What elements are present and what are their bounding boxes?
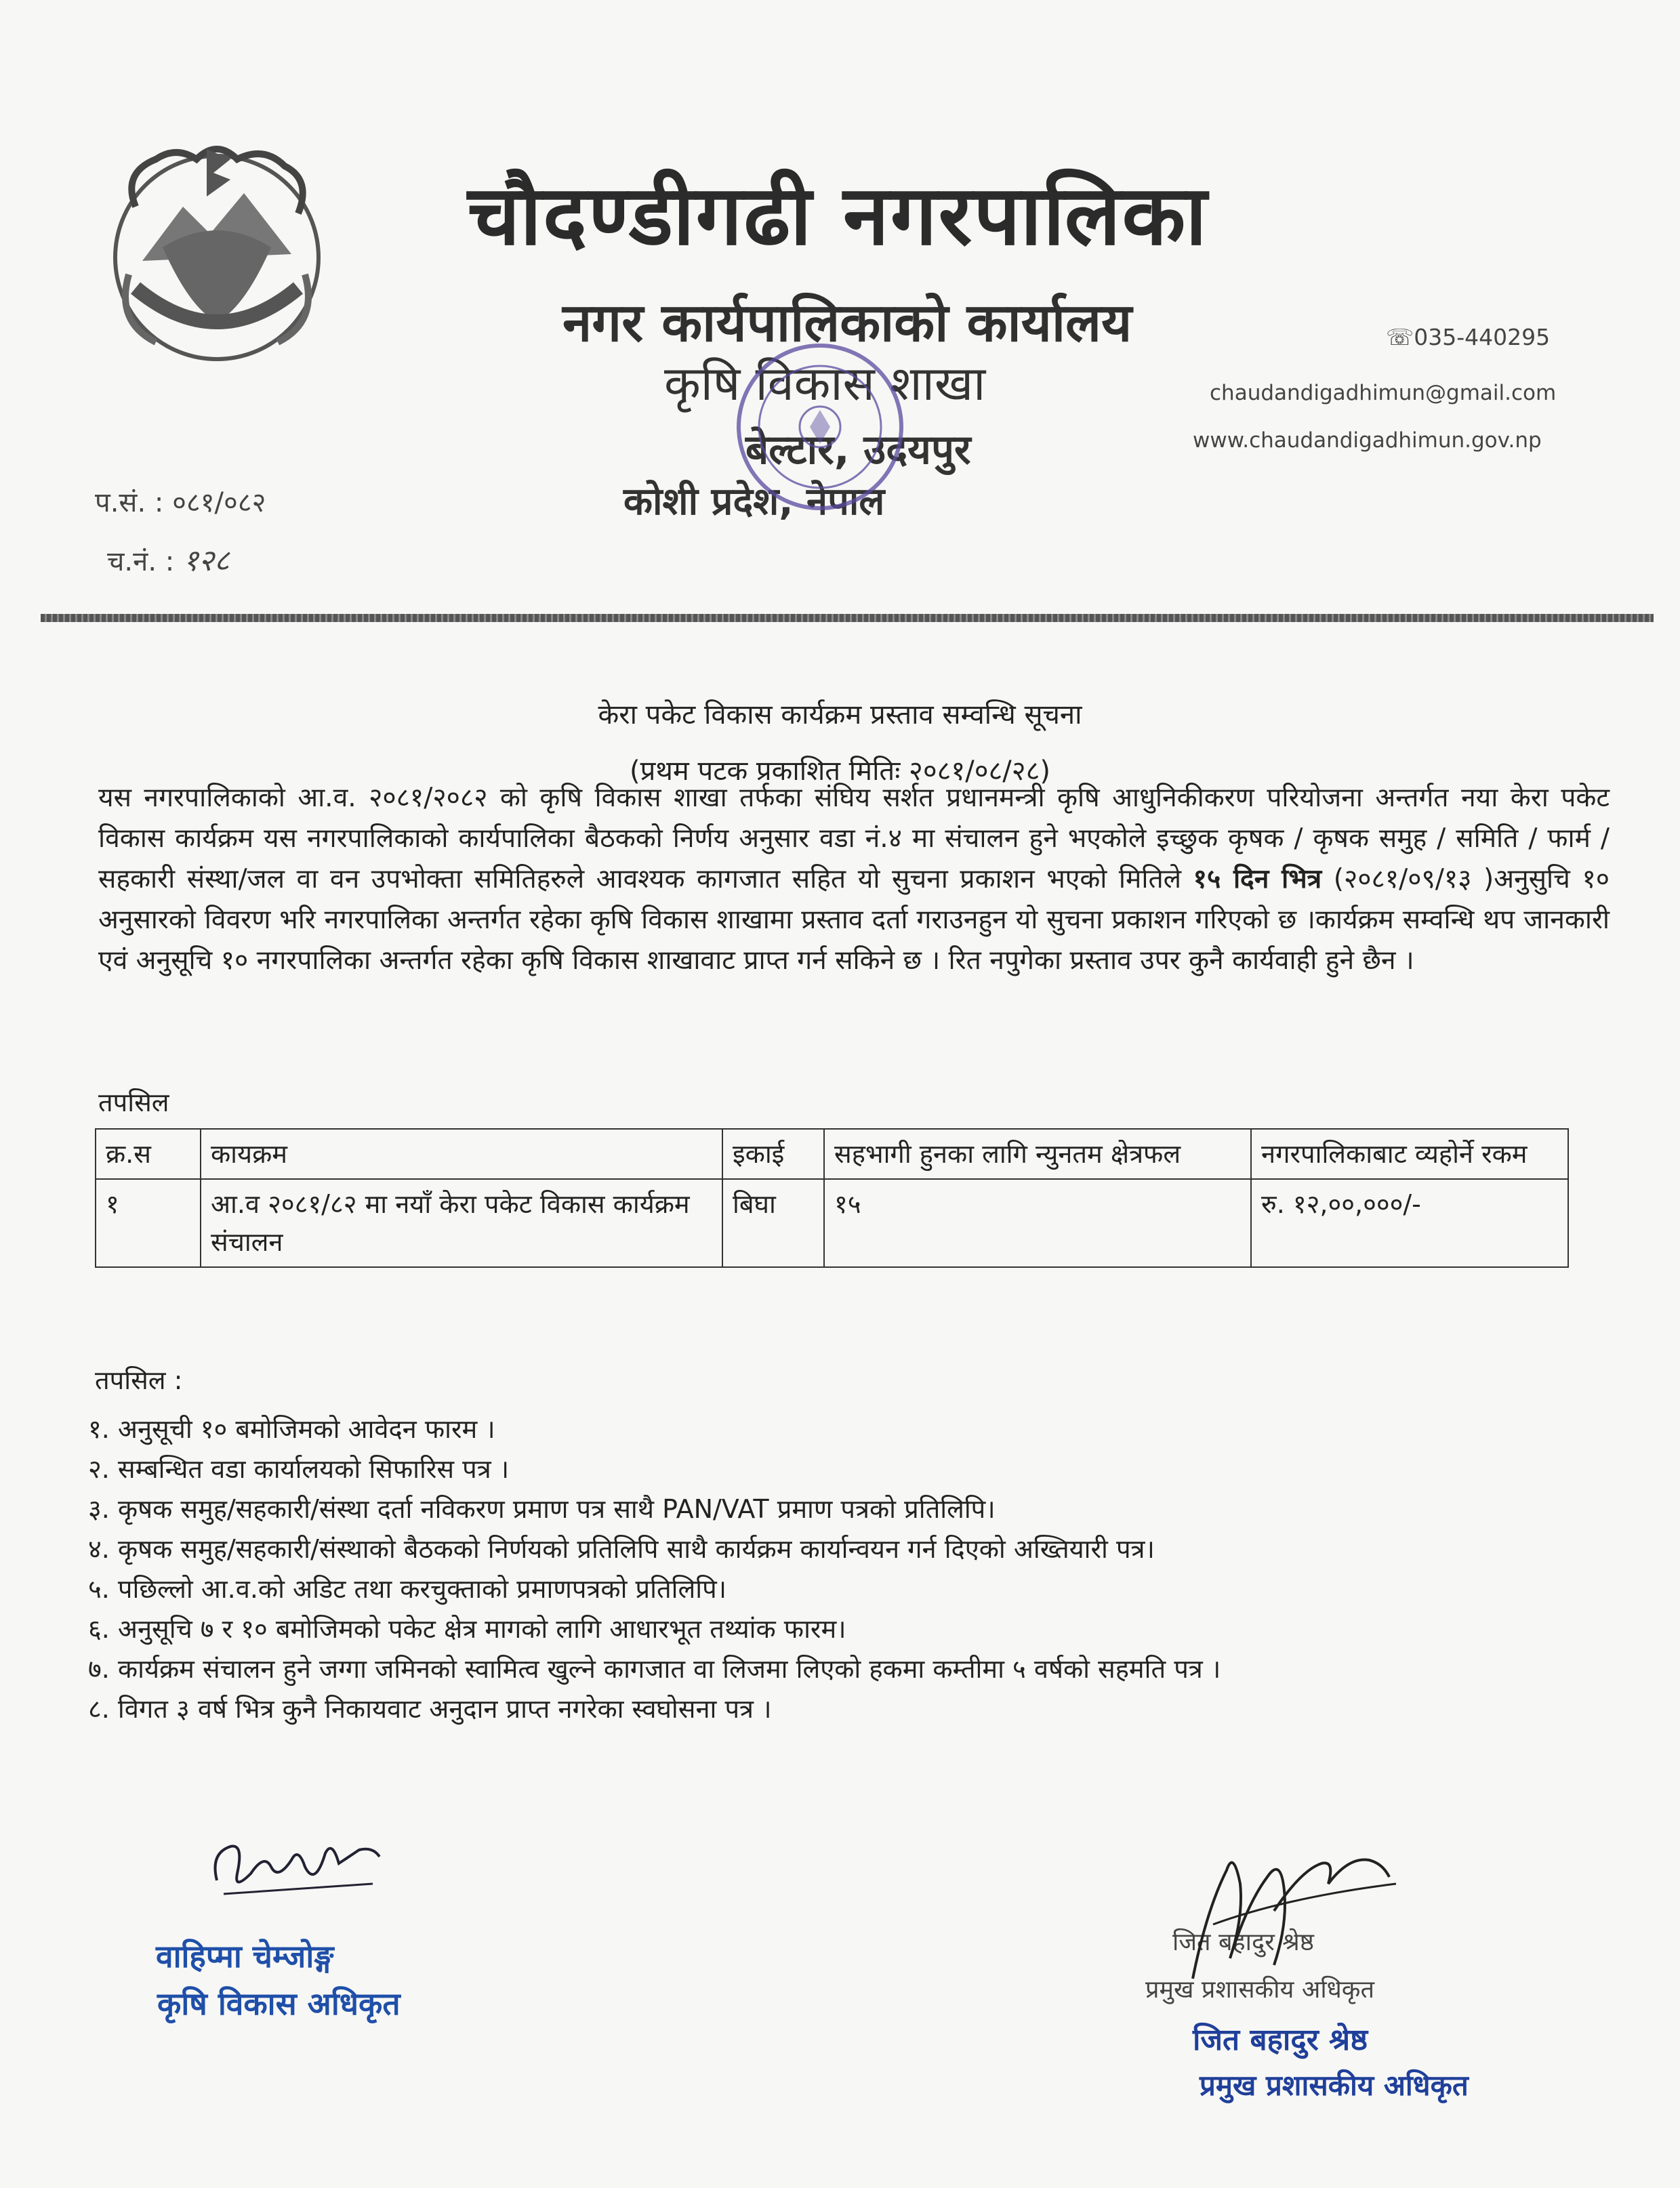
municipality-name: चौदण्डीगढी नगरपालिका [468, 167, 1208, 264]
left-signature-icon [203, 1826, 393, 1907]
right-signatory-title: प्रमुख प्रशासकीय अधिकृत [1200, 2069, 1469, 2102]
cell-sn: १ [96, 1179, 201, 1267]
list-item: ३. कृषक समुह/सहकारी/संस्था दर्ता नविकरण प्रमाण पत्र साथै PAN/VAT प्रमाण पत्रको प्रतिलिपि। [88, 1494, 996, 1524]
cell-min-area: १५ [824, 1179, 1251, 1267]
address-line-1: बेल्टार, उदयपुर [745, 426, 971, 474]
phone-contact [1386, 324, 1550, 350]
cn-value: १२८ [182, 543, 230, 578]
notice-title: केरा पकेट विकास कार्यक्रम प्रस्ताव सम्वन्धि सूचना [598, 699, 1082, 730]
official-seal-icon [718, 325, 922, 529]
email-address: chaudandigadhimun@gmail.com [1210, 381, 1557, 405]
branch-name: कृषि विकास शाखा [664, 356, 986, 411]
reference-number [95, 482, 266, 520]
header-sn: क्र.स [96, 1129, 201, 1179]
notice-body-part2: (२०८१/०९/१३ )अनुसुचि १० अनुसारको विवरण भरि नगरपालिका अन्तर्गत रहेका कृषि विकास शाखामा प्रस्ताव दर्ता गराउनहुन यो सुचना प्रकाशन गरिएको छ ।कार्यक्रम सम्वन्धि थप जानकारी एवं अनुसूचि १० नगरपालिका अन्तर्गत रहेका कृषि विकास शाखावाट प्राप्त गर्न सकिने छ । रित नपुगेका प्रस्ताव उपर कुनै कार्यवाही हुने छैन । [98, 864, 1610, 976]
header-unit: इकाई [722, 1129, 824, 1179]
header-program: कायक्रम [201, 1129, 722, 1179]
table-header-row [96, 1129, 1568, 1179]
attachments-list [88, 1409, 1613, 1729]
publish-date: (प्रथम पटक प्रकाशित मितिः २०८१/०८/२८) [630, 756, 1050, 787]
phone-number: 035-440295 [1414, 324, 1551, 350]
deadline-highlight: १५ दिन भित्र [1193, 864, 1322, 894]
table-caption: तपसिल [98, 1088, 169, 1117]
list-item: ८. विगत ३ वर्ष भित्र कुनै निकायवाट अनुदान प्राप्त नगरेका स्वघोसना पत्र । [88, 1694, 772, 1724]
address-line-2: कोशी प्रदेश, नेपाल [623, 480, 885, 524]
right-signatory-name: जित बहादुर श्रेष्ठ [1193, 2023, 1368, 2057]
phone-icon: ☏ [1386, 324, 1414, 350]
header-divider [41, 614, 1654, 622]
cn-label: च.नं. : [107, 546, 175, 577]
list-item: ४. कृषक समुह/सहकारी/संस्थाको बैठकको निर्णयको प्रतिलिपि साथै कार्यक्रम कार्यान्वयन गर्न दिएको अख्तियारी पत्र। [88, 1534, 1155, 1564]
right-signatory-print-title: प्रमुख प्रशासकीय अधिकृत [1145, 1976, 1374, 2004]
list-item: ७. कार्यक्रम संचालन हुने जग्गा जमिनको स्वामित्व खुल्ने कागजात वा लिजमा लिएको हकमा कम्तीमा ५ वर्षको सहमति पत्र । [88, 1654, 1221, 1684]
cell-unit: बिघा [722, 1179, 824, 1267]
notice-body-part1: यस नगरपालिकाको आ.व. २०८१/२०८२ को कृषि विकास शाखा तर्फका संघिय सर्शत प्रधानमन्त्री कृषि आधुनिकीकरण परियोजना अन्तर्गत नया केरा पकेट विकास कार्यक्रम यस नगरपालिकाको कार्यपालिका बैठकको निर्णय अनुसार वडा नं.४ मा संचालन हुने भएकोले इच्छुक कृषक / कृषक समुह / समिति / फार्म / सहकारी संस्था/जल वा वन उपभोक्ता समितिहरुले आवश्यक कागजात सहित यो सुचना प्रकाशन भएको मितिले [98, 783, 1610, 894]
notice-body [98, 778, 1610, 981]
right-signatory-print-name: जित बहादुर श्रेष्ठ [1172, 1928, 1314, 1956]
cell-program: आ.व २०८१/८२ मा नयाँ केरा पकेट विकास कार्यक्रम संचालन [201, 1179, 722, 1267]
nepal-emblem-icon [95, 132, 339, 376]
table-row [96, 1179, 1568, 1267]
dispatch-number [107, 539, 230, 579]
attachments-label: तपसिल : [95, 1365, 183, 1395]
header-amount: नगरपालिकाबाट व्यहोर्ने रकम [1251, 1129, 1568, 1179]
office-name: नगर कार्यपालिकाको कार्यालय [562, 293, 1132, 354]
header-min-area: सहभागी हुनका लागि न्युनतम क्षेत्रफल [824, 1129, 1251, 1179]
right-signature-icon [1166, 1830, 1423, 2006]
cell-amount: रु. १२,००,०००/- [1251, 1179, 1568, 1267]
list-item: २. सम्बन्धित वडा कार्यालयको सिफारिस पत्र । [88, 1454, 510, 1484]
website-address: www.chaudandigadhimun.gov.np [1193, 428, 1542, 453]
left-signatory-name: वाहिप्मा चेम्जोङ्ग [156, 1938, 334, 1975]
list-item: ६. अनुसूचि ७ र १० बमोजिमको पकेट क्षेत्र मागको लागि आधारभूत तथ्यांक फारम। [88, 1614, 846, 1644]
list-item: ५. पछिल्लो आ.व.को अडिट तथा करचुक्ताको प्रमाणपत्रको प्रतिलिपि। [88, 1574, 727, 1604]
ps-label: प.सं. : [95, 487, 164, 518]
program-table [95, 1128, 1569, 1268]
list-item: १. अनुसूची १० बमोजिमको आवेदन फारम । [88, 1414, 495, 1444]
ps-value: ०८१/०८२ [172, 487, 266, 518]
left-signatory-title: कृषि विकास अधिकृत [157, 1985, 401, 2022]
